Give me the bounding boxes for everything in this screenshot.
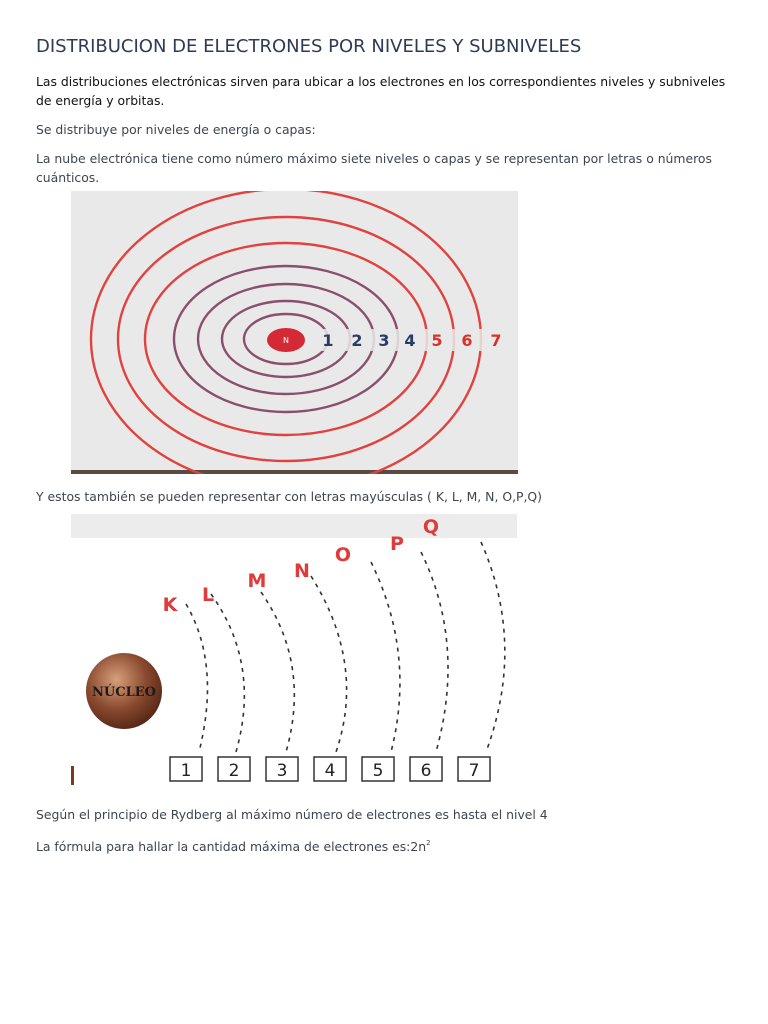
box-number-1: 1 [180, 761, 192, 781]
numbers-backdrop [321, 329, 515, 351]
box-number-6: 6 [420, 761, 432, 781]
intro-paragraph: Las distribuciones electrónicas sirven para ubicar a los electrones en los correspondientes niveles y subniveles de energía y orbitas. [36, 74, 726, 108]
level-number-1: 1 [322, 331, 334, 350]
nucleus-label: N [283, 336, 289, 345]
shell-letters-svg [71, 514, 517, 785]
level-number-5: 5 [431, 331, 443, 350]
box-number-5: 5 [372, 761, 384, 781]
box-number-7: 7 [468, 761, 480, 781]
level-number-3: 3 [378, 331, 390, 350]
orbit-levels-svg [71, 191, 518, 474]
nucleus-text: NÚCLEO [92, 685, 156, 700]
shell-letter-l: L [201, 584, 215, 606]
shell-letter-n: N [294, 560, 310, 582]
formula-text: La fórmula para hallar la cantidad máxima de electrones es:2n [36, 839, 427, 854]
level-number-4: 4 [404, 331, 416, 350]
shell-letter-o: O [334, 544, 352, 566]
formula-exponent: 2 [426, 839, 431, 847]
shell-letter-k: K [162, 594, 178, 616]
figure2-left-mark [71, 766, 74, 785]
page-title: DISTRIBUCION DE ELECTRONES POR NIVELES Y SUBNIVELES [36, 36, 582, 57]
shell-letter-m: M [247, 570, 267, 592]
letters-paragraph: Y estos también se pueden representar con letras mayúsculas ( K, L, M, N, O,P,Q) [36, 489, 543, 504]
figure1-bottom-edge [71, 470, 518, 474]
formula-paragraph [36, 834, 431, 856]
shell-letters-figure [71, 514, 517, 785]
figure2-background [71, 514, 517, 785]
figure2-top-band [71, 514, 517, 538]
orbit-levels-figure [71, 191, 518, 474]
box-number-4: 4 [324, 761, 336, 781]
box-number-3: 3 [276, 761, 288, 781]
level-number-6: 6 [461, 331, 473, 350]
cloud-paragraph: La nube electrónica tiene como número máximo siete niveles o capas y se representan por letras o números cuánticos. [36, 151, 712, 185]
level-number-2: 2 [351, 331, 363, 350]
shell-letter-p: P [390, 533, 404, 555]
level-number-7: 7 [490, 331, 502, 350]
levels-paragraph: Se distribuye por niveles de energía o capas: [36, 122, 316, 137]
rydberg-paragraph: Según el principio de Rydberg al máximo número de electrones es hasta el nivel 4 [36, 807, 548, 822]
shell-letter-q: Q [422, 516, 440, 538]
box-number-2: 2 [228, 761, 240, 781]
